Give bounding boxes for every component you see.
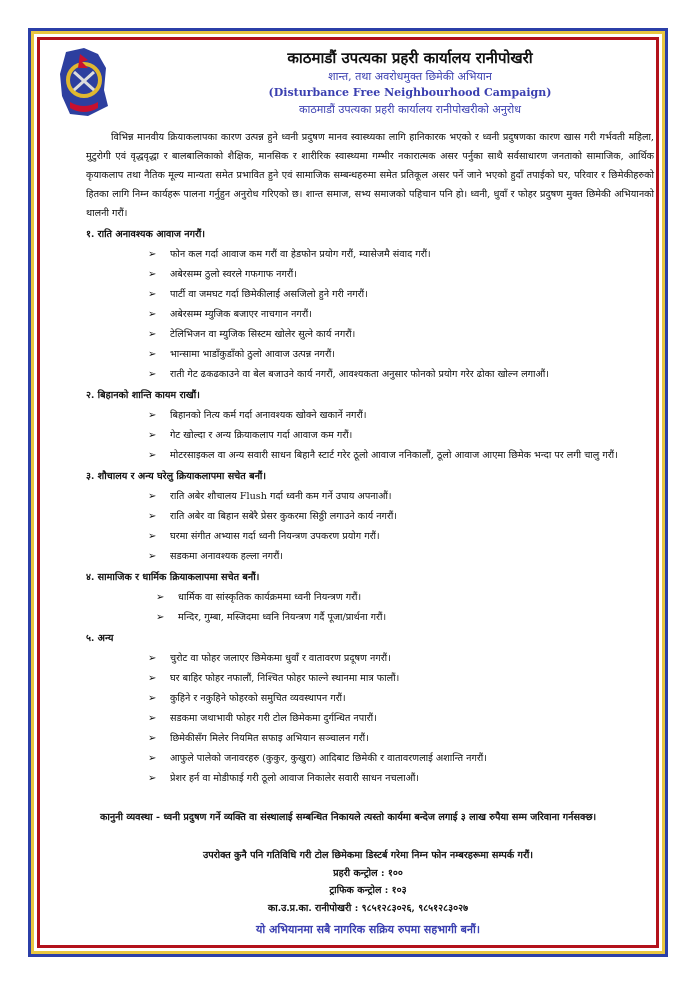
list-item [86, 325, 656, 345]
arrow-bullet-icon: ➢ [148, 269, 157, 280]
section-heading: ५. अन्य [86, 633, 114, 644]
list-item [86, 406, 656, 426]
list-item-text: मोटरसाइकल वा अन्य सवारी साधन बिहानै स्टार्ट गरेर ठूलो आवाज ननिकालौं, ठूलो आवाज आएमा छिमेक भन्दा पर लगी चालु गरौं। [170, 450, 618, 461]
section-heading: २. बिहानको शान्ति कायम राखौं। [86, 390, 200, 401]
list-item-text: राति अबेर शौचालय Flush गर्दा ध्वनी कम गर्ने उपाय अपनाऔं। [170, 491, 392, 502]
list-item [86, 245, 656, 265]
arrow-bullet-icon: ➢ [148, 369, 157, 380]
list-item [86, 507, 656, 527]
list-item-text: राति अबेर वा बिहान सबेरै प्रेसर कुकरमा सिठ्ठी लगाउने कार्य नगरौं। [170, 511, 398, 522]
document-header [200, 48, 620, 118]
traffic-control-number: ट्राफिक कन्ट्रोल : १०३ [329, 885, 407, 896]
arrow-bullet-icon: ➢ [148, 511, 157, 522]
arrow-bullet-icon: ➢ [148, 349, 157, 360]
list-item [86, 285, 656, 305]
office-phone-numbers: का.उ.प्र.का. रानीपोखरी : ९८५१२८३०२६, ९८५१२८३०२७ [267, 902, 469, 914]
arrow-bullet-icon: ➢ [148, 329, 157, 340]
list-item [86, 365, 656, 385]
list-item [86, 729, 656, 749]
list-item-text: सडकमा जथाभावी फोहर गरी टोल छिमेकमा दुर्गन्धित नपारौं। [170, 713, 377, 724]
list-item [86, 547, 656, 567]
list-item [86, 426, 656, 446]
arrow-bullet-icon: ➢ [156, 592, 165, 603]
list-item-text: अबेरसम्म ठुलो स्वरले गफगाफ नगरौं। [170, 269, 297, 280]
intro-paragraph: विभिन्न मानवीय क्रियाकलापका कारण उत्पन्न हुने ध्वनी प्रदुषण मानव स्वास्थ्यका लागि हानिकारक भएको र ध्वनी प्रदुषणका कारण खास गरी गर्भवती महिला, मुटुरोगी एवं वृद्धवृद्धा र बालबालिकाको शैक्षिक, मानसिक र शारीरिक स्वास्थ्यमा गम्भीर नकारात्मक असर पर्नुका साथै सर्वसाधारण जनताको सामाजिक, आर्थिक कृयाकलाप तथा नैतिक मूल्य मान्यता समेत प्रभावित हुने एवं सामाजिक सम्बन्धहरुमा समेत प्रतिकूल असर पर्ने जाने भएको हुदाँ तपाईको घर, परिवार र छिमेकीहरुको हितका लागि निम्न कार्यहरू पालना गर्नुहुन अनुरोध गरिएको छ। शान्त समाज, सभ्य समाजको पहिचान पनि हो। ध्वनी, धुवाँ र फोहर प्रदुषण मुक्त छिमेकी अभियानको थालनी गरौं। [86, 132, 654, 219]
list-item-text: राती गेट ढकढकाउने वा बेल बजाउने कार्य नगरौं, आवश्यकता अनुसार फोनको प्रयोग गरेर ढोका खोल्न लगाऔं। [170, 369, 549, 380]
arrow-bullet-icon: ➢ [148, 450, 157, 461]
list-item [86, 769, 656, 789]
list-item-text: सडकमा अनावश्यक हल्ला नगरौं। [170, 551, 284, 562]
list-item-text: चुरोट वा फोहर जलाएर छिमेकमा धुवाँ र वातावरण प्रदूषण नगरौं। [170, 653, 391, 664]
closing-appeal: यो अभियानमा सबै नागरिक सक्रिय रुपमा सहभागी बनौं। [255, 923, 481, 936]
arrow-bullet-icon: ➢ [148, 309, 157, 320]
arrow-bullet-icon: ➢ [148, 713, 157, 724]
arrow-bullet-icon: ➢ [148, 491, 157, 502]
list-item-text: बिहानको नित्य कर्म गर्दा अनावश्यक खोक्ने खकार्ने नगरौं। [170, 410, 367, 421]
list-item-text: छिमेकीसँग मिलेर नियमित सफाइ अभियान सञ्चालन गरौं। [170, 733, 369, 744]
list-item [86, 487, 656, 507]
list-item-text: गेट खोल्दा र अन्य क्रियाकलाप गर्दा आवाज कम गरौं। [170, 430, 353, 441]
list-item-text: घरमा संगीत अभ्यास गर्दा ध्वनी नियन्त्रण उपकरण प्रयोग गरौं। [170, 531, 380, 542]
section-heading: १. राति अनावश्यक आवाज नगरौं। [86, 229, 206, 240]
section-heading: ३. शौचालय र अन्य घरेलु क्रियाकलापमा सचेत बनौं। [86, 471, 267, 482]
arrow-bullet-icon: ➢ [148, 693, 157, 704]
arrow-bullet-icon: ➢ [148, 653, 157, 664]
list-item-text: मन्दिर, गुम्बा, मस्जिदमा ध्वनि नियन्त्रण गर्दै पूजा/प्रार्थना गरौं। [178, 612, 387, 623]
office-title: काठमाडौं उपत्यका प्रहरी कार्यालय रानीपोखरी [287, 49, 533, 67]
guidelines-sections [86, 224, 656, 789]
list-item-text: कुहिने र नकुहिने फोहरको समुचित व्यवस्थापन गरौं। [170, 693, 346, 704]
arrow-bullet-icon: ➢ [148, 531, 157, 542]
request-line: काठमाडौं उपत्यका प्रहरी कार्यालय रानीपोखरीको अनुरोध [299, 103, 521, 116]
list-item-text: आफुले पालेको जनावरहरु (कुकुर, कुखुरा) आदिबाट छिमेकी र वातावरणलाई अशान्ति नगरौं। [170, 753, 487, 764]
legal-notice: कानुनी व्यवस्था - ध्वनी प्रदुषण गर्ने व्यक्ति वा संस्थालाई सम्बन्धित निकायले त्यस्तो कार्यमा बन्देज लगाई ३ लाख रुपैया सम्म जरिवाना गर्नसक्छ। [100, 812, 597, 823]
list-item-text: प्रेशर हर्न वा मोडीफाई गरी ठूलो आवाज निकालेर सवारी साधन नचलाऔं। [170, 773, 420, 784]
campaign-title-english: (Disturbance Free Neighbourhood Campaign) [268, 86, 552, 99]
list-item-text: अबेरसम्म म्युजिक बजाएर नाचगान नगरौं। [170, 309, 312, 320]
list-item-text: फोन कल गर्दा आवाज कम गरौं वा हेडफोन प्रयोग गरौं, म्यासेजमै संवाद गरौं। [170, 249, 431, 260]
arrow-bullet-icon: ➢ [148, 673, 157, 684]
arrow-bullet-icon: ➢ [148, 753, 157, 764]
list-item [86, 446, 656, 466]
list-item [86, 689, 656, 709]
list-item [86, 669, 656, 689]
list-item [86, 588, 656, 608]
arrow-bullet-icon: ➢ [148, 551, 157, 562]
list-item [86, 608, 656, 628]
contact-lead: उपरोक्त कुनै पनि गतिविधि गरी टोल छिमेकमा डिस्टर्ब गरेमा निम्न फोन नम्बरहरूमा सम्पर्क गरौं। [202, 850, 534, 861]
list-item [86, 345, 656, 365]
list-item [86, 749, 656, 769]
list-item [86, 709, 656, 729]
arrow-bullet-icon: ➢ [148, 249, 157, 260]
arrow-bullet-icon: ➢ [148, 430, 157, 441]
list-item-text: भान्सामा भाडाँकुडाँको ठुलो आवाज उत्पन्न नगरौं। [170, 349, 335, 360]
police-control-number: प्रहरी कन्ट्रोल : १०० [333, 867, 403, 879]
arrow-bullet-icon: ➢ [156, 612, 165, 623]
list-item [86, 305, 656, 325]
arrow-bullet-icon: ➢ [148, 733, 157, 744]
list-item-text: टेलिभिजन वा म्युजिक सिस्टम खोलेर सुत्ने कार्य नगरौं। [170, 329, 356, 340]
list-item-text: पार्टी वा जमघट गर्दा छिमेकीलाई असजिलो हुने गरी नगरौं। [170, 289, 368, 300]
nepal-police-emblem-logo [58, 46, 110, 118]
contact-block [80, 847, 656, 939]
list-item [86, 265, 656, 285]
arrow-bullet-icon: ➢ [148, 289, 157, 300]
arrow-bullet-icon: ➢ [148, 773, 157, 784]
list-item [86, 527, 656, 547]
arrow-bullet-icon: ➢ [148, 410, 157, 421]
section-heading: ४. सामाजिक र धार्मिक क्रियाकलापमा सचेत बनौं। [86, 572, 260, 583]
campaign-title: शान्त, तथा अवरोधमुक्त छिमेकी अभियान [328, 70, 492, 83]
list-item-text: घर बाहिर फोहर नफालौं, निश्चित फोहर फाल्ने स्थानमा मात्र फालौं। [170, 673, 400, 684]
list-item-text: धार्मिक वा सांस्कृतिक कार्यक्रममा ध्वनी नियन्त्रण गरौं। [178, 592, 362, 603]
list-item [86, 649, 656, 669]
